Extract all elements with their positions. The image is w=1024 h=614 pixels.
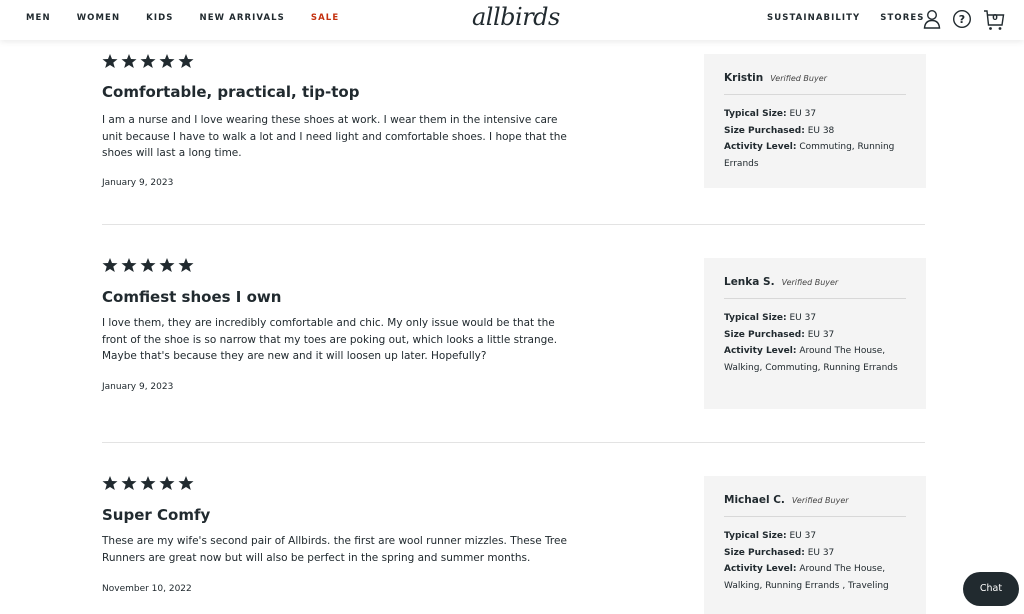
- star-icon: [140, 54, 156, 68]
- typical-size: Typical Size: EU 37: [724, 313, 817, 323]
- reviewer-panel: [704, 258, 926, 409]
- review-card: [102, 476, 925, 614]
- review-date: January 9, 2023: [102, 382, 174, 392]
- review-body: These are my wife's second pair of Allbirds. the first are wool runner mizzles. These Tree Runners are great now but will also be perfect in the spring and summer months.: [102, 535, 567, 564]
- nav-sustainability[interactable]: SUSTAINABILITY: [767, 13, 861, 23]
- nav-sale[interactable]: SALE: [310, 13, 340, 23]
- nav-women[interactable]: WOMEN: [76, 13, 121, 23]
- site-header: [0, 0, 1024, 40]
- reviewer-name: Lenka S.: [724, 276, 775, 288]
- star-icon: [178, 54, 194, 68]
- star-icon: [121, 476, 137, 490]
- verified-badge: Verified Buyer: [781, 278, 839, 287]
- cart-count: 0: [992, 13, 998, 22]
- reviewer-header: [724, 276, 906, 299]
- verified-badge: Verified Buyer: [791, 496, 849, 505]
- nav-men[interactable]: MEN: [26, 13, 51, 23]
- reviewer-header: [724, 494, 906, 517]
- nav-kids[interactable]: KIDS: [146, 13, 174, 23]
- review-card: [102, 258, 925, 418]
- review-title: Super Comfy: [102, 506, 211, 524]
- primary-nav: [26, 13, 365, 23]
- star-icon: [102, 54, 118, 68]
- help-icon[interactable]: [952, 9, 972, 29]
- review-divider: [102, 442, 925, 443]
- size-purchased: Size Purchased: EU 37: [724, 547, 835, 558]
- account-icon[interactable]: [923, 9, 943, 29]
- reviewer-header: [724, 72, 906, 95]
- reviewer-attributes: [724, 106, 906, 172]
- star-icon: [140, 258, 156, 272]
- review-title: Comfortable, practical, tip-top: [102, 83, 360, 101]
- star-icon: [102, 258, 118, 272]
- star-icon: [178, 258, 194, 272]
- nav-stores[interactable]: STORES: [880, 13, 925, 23]
- reviewer-attributes: [724, 310, 906, 376]
- star-icon: [140, 476, 156, 490]
- star-icon: [159, 54, 175, 68]
- reviewer-panel: [704, 54, 926, 188]
- verified-badge: Verified Buyer: [770, 74, 827, 83]
- review-date: January 9, 2023: [102, 178, 174, 188]
- review-divider: [102, 224, 925, 225]
- star-icon: [121, 54, 137, 68]
- activity-level: Activity Level: Commuting, Running Errands: [724, 142, 895, 169]
- size-purchased: Size Purchased: EU 38: [724, 125, 835, 136]
- reviewer-panel: [704, 476, 926, 614]
- star-icon: [178, 476, 194, 490]
- nav-new-arrivals[interactable]: NEW ARRIVALS: [199, 13, 285, 23]
- activity-level: Activity Level: Around The House, Walking, Commuting, Running Errands: [724, 346, 898, 373]
- activity-level: Activity Level: Around The House, Walking, Running Errands , Traveling: [724, 564, 889, 591]
- secondary-nav: [767, 13, 945, 23]
- typical-size: Typical Size: EU 37: [724, 109, 817, 119]
- review-date: November 10, 2022: [102, 584, 192, 594]
- star-icon: [159, 476, 175, 490]
- size-purchased: Size Purchased: EU 37: [724, 329, 835, 340]
- star-icon: [102, 476, 118, 490]
- typical-size: Typical Size: EU 37: [724, 531, 817, 541]
- chat-button[interactable]: Chat: [963, 572, 1019, 606]
- review-card: [102, 54, 925, 214]
- star-icon: [159, 258, 175, 272]
- star-icon: [121, 258, 137, 272]
- review-title: Comfiest shoes I own: [102, 288, 282, 306]
- review-body: I love them, they are incredibly comfortable and chic. My only issue would be that the front of the shoe is so narrow that my toes are poking out, which looks a little strange. Maybe that's because they are new and it will loosen up later. Hopefully?: [102, 317, 558, 362]
- allbirds-logo[interactable]: allbirds: [472, 3, 560, 31]
- reviewer-attributes: [724, 528, 906, 594]
- svg-text:?: ?: [958, 13, 966, 27]
- review-body: I am a nurse and I love wearing these shoes at work. I wear them in the intensive care unit because I have to walk a lot and I need light and comfortable shoes. I hope that the shoes will last a long time.: [102, 114, 567, 159]
- reviewer-name: Kristin: [724, 72, 764, 84]
- reviewer-name: Michael C.: [724, 494, 785, 506]
- cart-icon[interactable]: [983, 9, 1005, 29]
